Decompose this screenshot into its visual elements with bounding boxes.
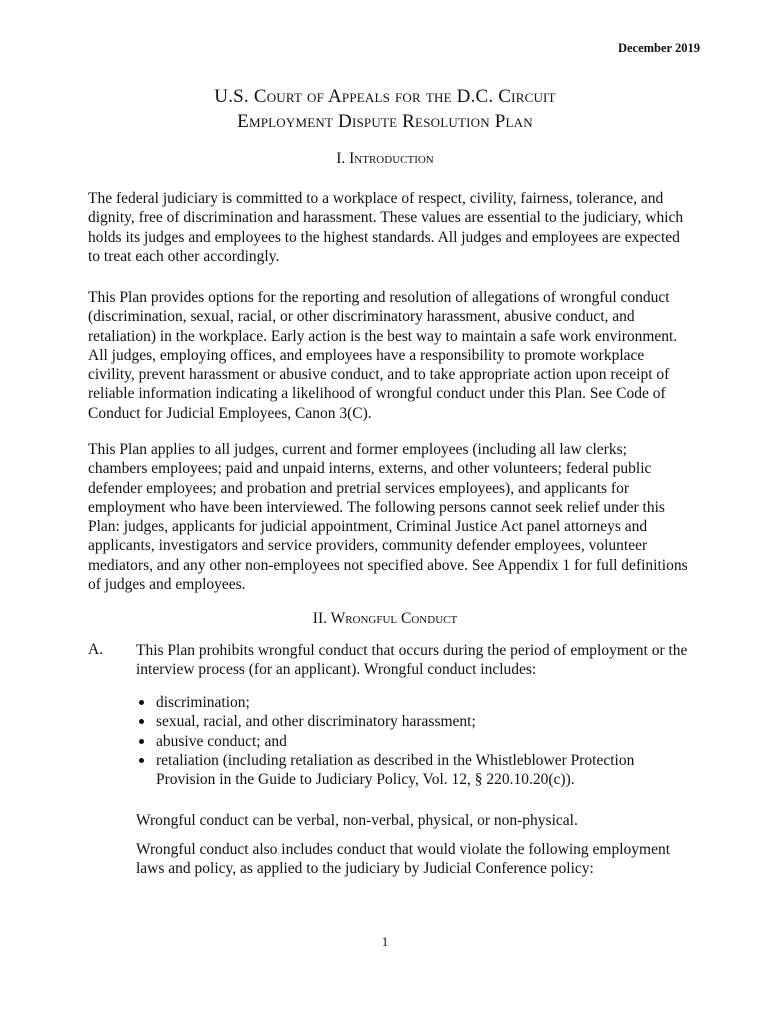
page-number: 1 <box>381 934 389 949</box>
bullet-icon <box>139 739 144 744</box>
document-date: December 2019 <box>617 41 700 55</box>
section-heading-wrongful-conduct: II. Wrongful Conduct <box>312 610 458 627</box>
list-item: sexual, racial, and other discriminatory harassment; <box>136 712 688 731</box>
wrongful-conduct-list <box>136 693 688 789</box>
list-item: discrimination; <box>136 693 688 712</box>
verbal-conduct-paragraph: Wrongful conduct can be verbal, non-verbal, physical, or non-physical. <box>136 812 578 829</box>
subsection-a-text: This Plan prohibits wrongful conduct that occurs during the period of employment or the interview process (for an applicant). Wrongful conduct includes: <box>136 642 688 679</box>
list-item: retaliation (including retaliation as described in the Whistleblower Protection Provision in the Guide to Judiciary Policy, Vol. 12, § 220.10.20(c)). <box>136 751 688 790</box>
section-heading-introduction: I. Introduction <box>336 150 434 167</box>
title-line-2: Employment Dispute Resolution Plan <box>237 111 533 132</box>
intro-paragraph-2: This Plan provides options for the reporting and resolution of allegations of wrongful conduct (discrimination, sexual, racial, or other discriminatory harassment, abusive conduct, and retaliation) in the workplace. Early action is the best way to maintain a safe work environment. All judges, employing offices, and employees have a responsibility to promote workplace civility, prevent harassment or abusive conduct, and to take appropriate action upon receipt of reliable information indicating a likelihood of wrongful conduct under this Plan. See Code of Conduct for Judicial Employees, Canon 3(C). <box>88 289 678 422</box>
list-item: abusive conduct; and <box>136 732 688 751</box>
intro-paragraph-3: This Plan applies to all judges, current and former employees (including all law clerks; chambers employees; paid and unpaid interns, externs, and other volunteers; federal public defender employees; and probation and pretrial services employees), and applicants for employment who have been interviewed. The following persons cannot seek relief under this Plan: judges, applicants for judicial appointment, Criminal Justice Act panel attorneys and applicants, investigators and service providers, community defender employees, volunteer mediators, and any other non-employees not specified above. See Appendix 1 for full definitions of judges and employees. <box>88 441 688 594</box>
bullet-icon <box>139 758 144 763</box>
intro-paragraph-1: The federal judiciary is committed to a workplace of respect, civility, fairness, tolerance, and dignity, free of discrimination and harassment. These values are essential to the judiciary, which holds its judges and employees to the highest standards. All judges and employees are expected to treat each other accordingly. <box>88 190 684 265</box>
bullet-icon <box>139 700 144 705</box>
bullet-icon <box>139 719 144 724</box>
document-title <box>0 84 770 134</box>
employment-laws-paragraph: Wrongful conduct also includes conduct that would violate the following employment laws and policy, as applied to the judiciary by Judicial Conference policy: <box>136 841 671 878</box>
subsection-label-a: A. <box>88 641 104 658</box>
title-line-1: U.S. Court of Appeals for the D.C. Circuit <box>214 86 556 107</box>
